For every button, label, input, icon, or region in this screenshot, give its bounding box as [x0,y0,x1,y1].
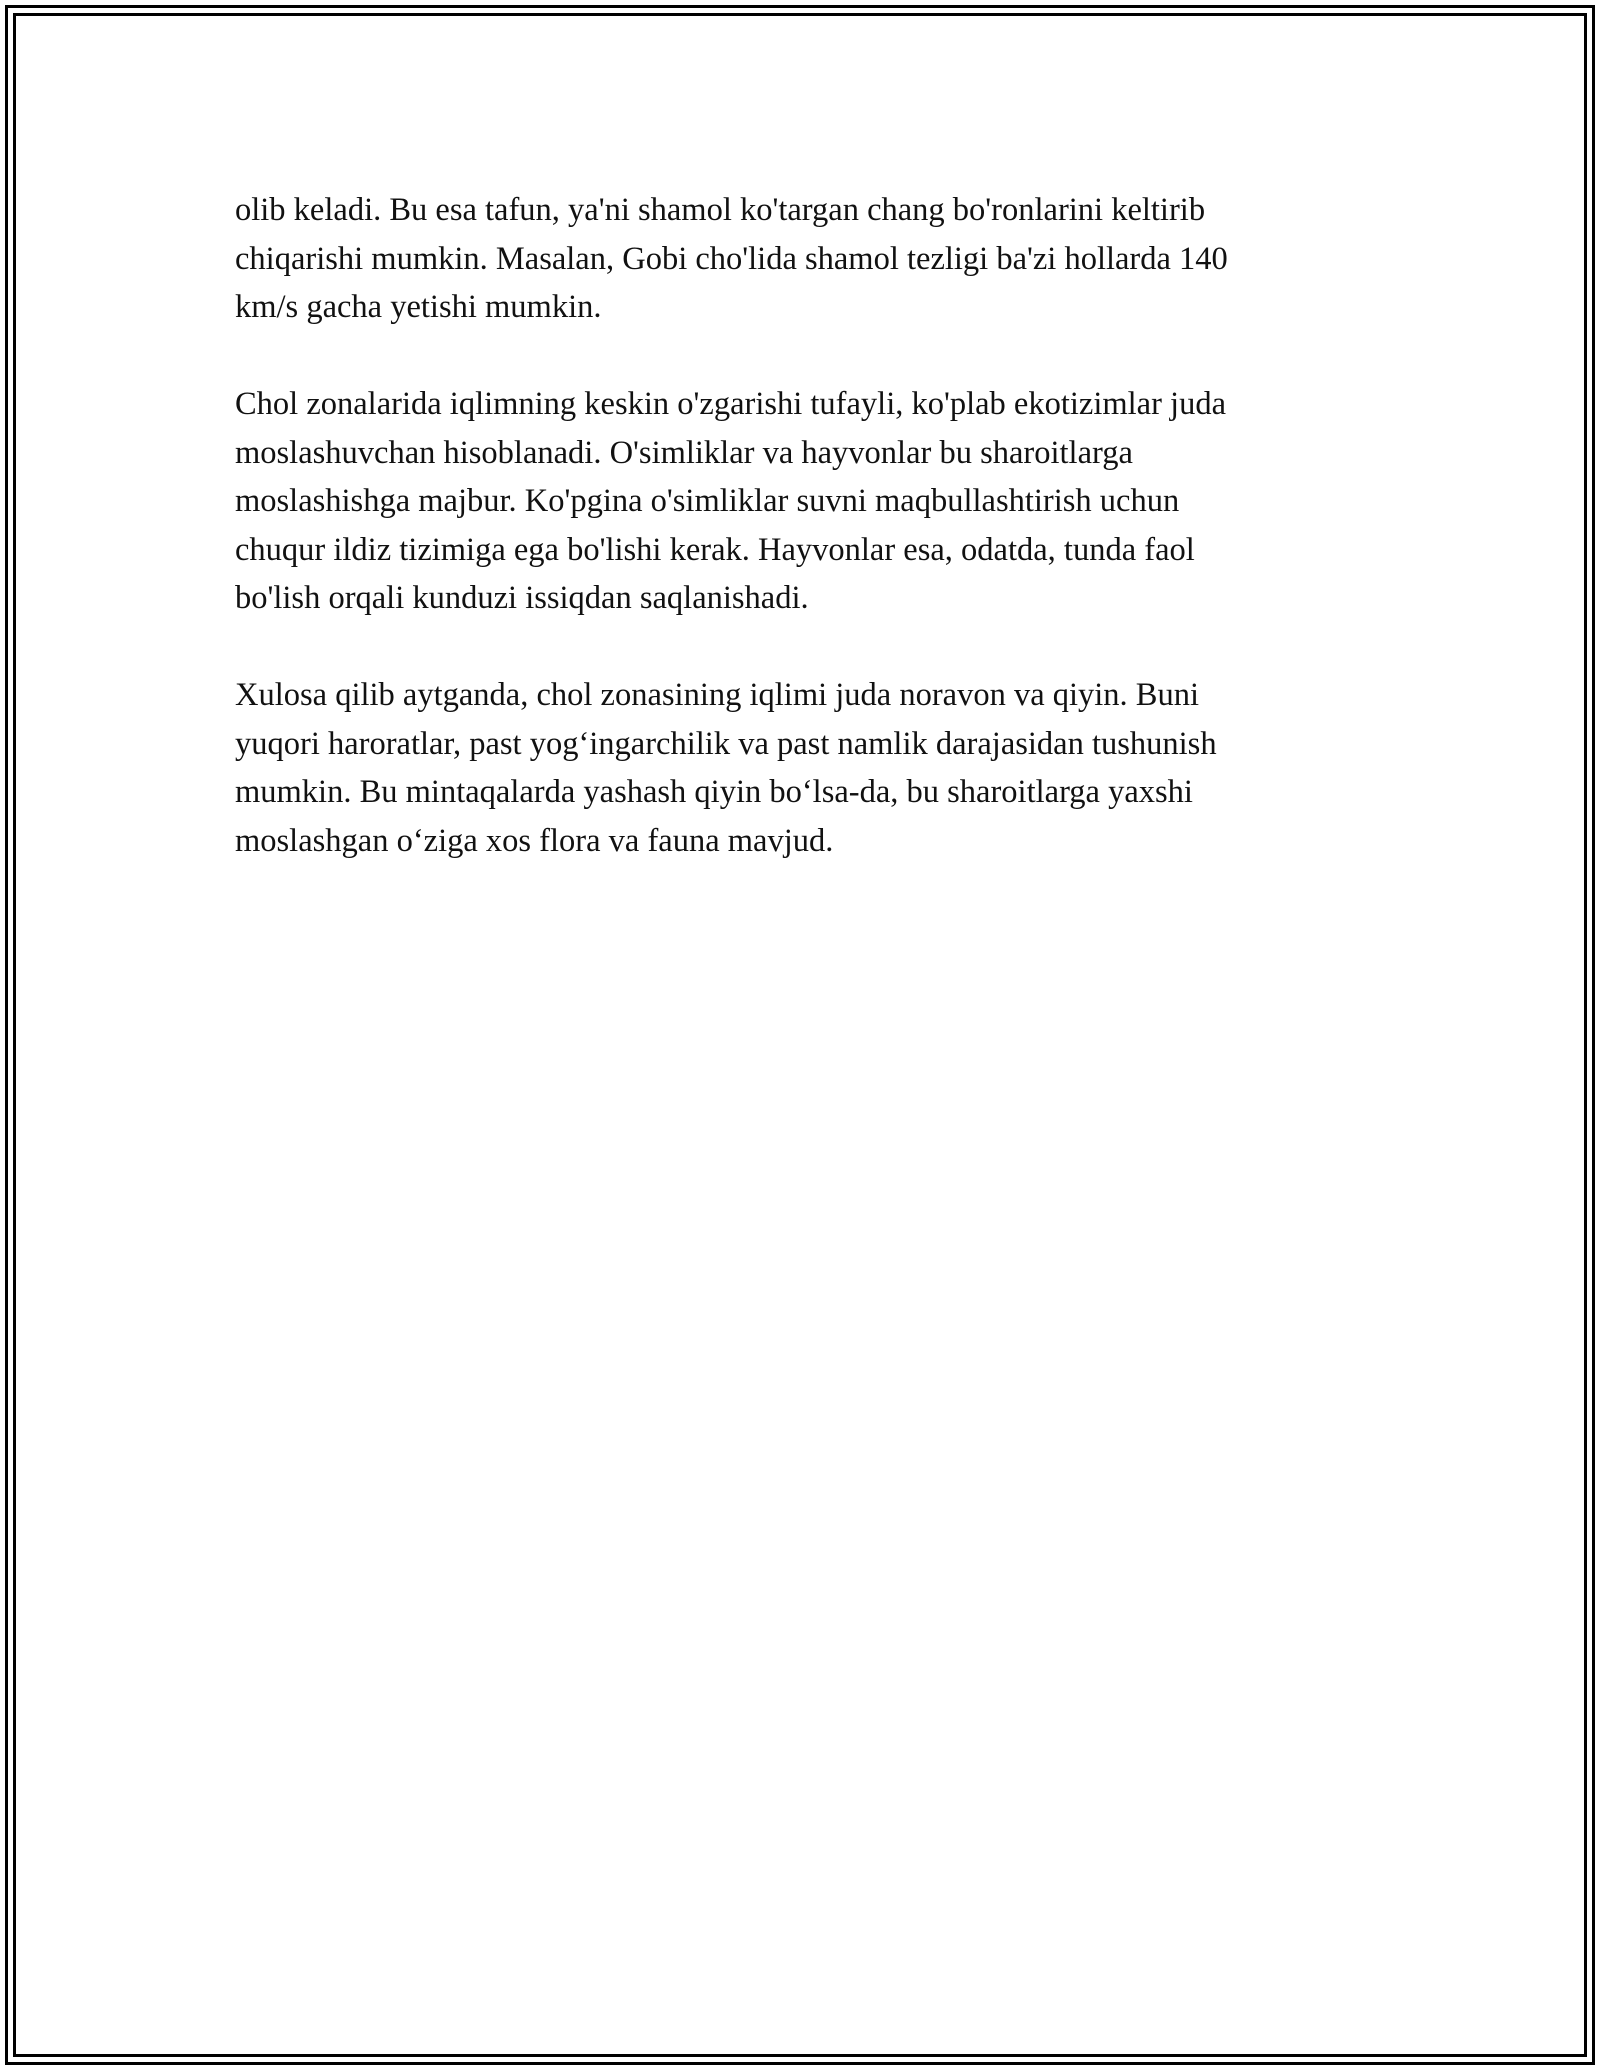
text-line: km/s gacha yetishi mumkin. [235,289,602,325]
paragraph-2 [235,380,1385,623]
text-line: olib keladi. Bu esa tafun, ya'ni shamol ko'targan chang bo'ronlarini keltirib [235,192,1206,228]
text-line: chiqarishi mumkin. Masalan, Gobi cho'lida shamol tezligi ba'zi hollarda 140 [235,240,1228,277]
text-line: Chol zonalarida iqlimning keskin o'zgarishi tufayli, ko'plab ekotizimlar juda [235,386,1226,422]
paragraph-1 [235,186,1385,332]
document-body [235,186,1385,914]
text-line: yuqori haroratlar, past yog‘ingarchilik va past namlik darajasidan tushunish [235,725,1217,762]
text-line: moslashishga majbur. Ko'pgina o'simliklar suvni maqbullashtirish uchun [235,483,1180,519]
text-line: chuqur ildiz tizimiga ega bo'lishi kerak. Hayvonlar esa, odatda, tunda faol [235,531,1195,568]
text-line: mumkin. Bu mintaqalarda yashash qiyin bo‘lsa-da, bu sharoitlarga yaxshi [235,774,1193,810]
paragraph-3 [235,671,1385,865]
text-line: moslashgan o‘ziga xos flora va fauna mavjud. [235,822,834,859]
text-line: Xulosa qilib aytganda, chol zonasining iqlimi juda noravon va qiyin. Buni [235,677,1200,713]
text-line: moslashuvchan hisoblanadi. O'simliklar va hayvonlar bu sharoitlarga [235,434,1133,471]
text-line: bo'lish orqali kunduzi issiqdan saqlanishadi. [235,580,809,616]
